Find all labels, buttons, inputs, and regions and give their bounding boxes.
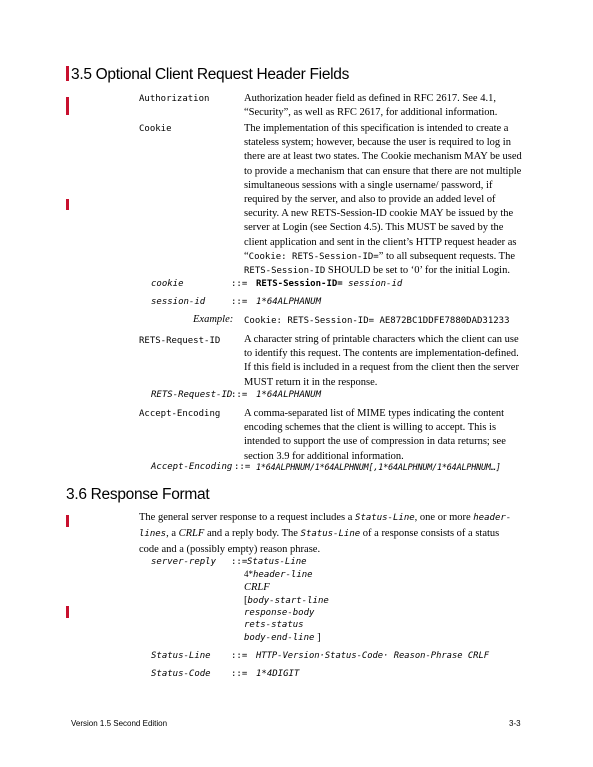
bracket: ]	[314, 632, 321, 643]
section-heading	[66, 486, 209, 504]
grammar-op: ::=	[231, 557, 248, 567]
para-code: CRLF	[178, 528, 205, 539]
repeat-prefix: 4*	[244, 569, 253, 579]
grammar-rhs: 1*64ALPHANUM	[256, 297, 322, 307]
para-text: , a	[166, 528, 179, 539]
grammar-op: ::=	[231, 651, 248, 661]
desc-text: The implementation of this specification is intended to create a stateless system; however, because the user is required to log in there are at least two states. The Cookie mechanism MAY be used to provide a mechanism that can ensure that there are not multiple simultaneous sessions with a single username/ password, if required by the server, and also to provide an added level of security. A new RETS-Session-ID cookie MAY be issued by the server at Login (see Section 4.5). This MUST be saved by the client application and sent in the client’s HTTP request header as “	[244, 123, 522, 262]
field-desc-authorization: Authorization header field as defined in RFC 2617. See 4.1, “Security”, as well as RFC 2617, for additional information.	[244, 93, 498, 119]
desc-code: Cookie: RETS-Session-ID=	[248, 251, 379, 262]
grammar-rhs	[256, 279, 402, 289]
grammar-rhs-line: rets-status	[244, 620, 304, 630]
heading-marker	[66, 66, 69, 81]
section-heading	[66, 66, 349, 84]
grammar-rhs-italic: header-line	[253, 570, 313, 580]
para-code: header-lines	[139, 513, 512, 539]
grammar-rhs-italic: body-start-line	[247, 596, 329, 606]
grammar-rhs-code: RETS-Session-ID=	[256, 279, 343, 289]
para-text: of a response consists of a status code and a (possibly empty) reason phrase.	[139, 528, 500, 555]
grammar-rhs-italic: session-id	[342, 279, 403, 289]
field-desc-request-id: A character string of printable characters which the client can use to identify this request. The contents are implementation-defined. If this field is included in a request from the client then the server MUST return it in the response.	[244, 334, 519, 388]
para-code: Status-Line	[300, 529, 361, 539]
grammar-rhs-italic: body-end-line	[244, 633, 315, 643]
grammar-lhs: cookie	[151, 279, 184, 289]
footer-page-number: 3-3	[509, 719, 521, 728]
grammar-lhs: Status-Line	[151, 651, 211, 661]
grammar-rhs-line	[244, 632, 321, 643]
change-bar	[66, 97, 69, 115]
section-title: 3.6 Response Format	[66, 486, 210, 503]
grammar-lhs: server-reply	[151, 557, 217, 567]
grammar-rhs-line	[244, 595, 329, 606]
field-term-request-id: RETS-Request-ID	[139, 336, 221, 346]
desc-code: RETS-Session-ID	[244, 266, 326, 277]
section-title: 3.5 Optional Client Request Header Fields	[71, 66, 350, 83]
para-text: , one or more	[414, 512, 474, 523]
grammar-lhs: RETS-Request-ID	[151, 390, 233, 400]
example-value: Cookie: RETS-Session-ID= AE872BC1DDFE7880DAD31233	[244, 316, 510, 326]
grammar-lhs: Status-Code	[151, 669, 211, 679]
change-bar	[66, 515, 69, 527]
footer-version: Version 1.5 Second Edition	[71, 719, 168, 728]
field-desc-accept-encoding: A comma-separated list of MIME types indicating the content encoding schemes that the client is willing to accept. This is intended to support the use of compression in data returns; see section 3.9 for additional information.	[244, 408, 506, 462]
para-text: The general server response to a request includes a	[139, 512, 356, 523]
para-text: and a reply body. The	[204, 528, 301, 539]
grammar-lhs: Accept-Encoding	[151, 462, 233, 472]
grammar-rhs: 1*64ALPHNUM/1*64ALPHNUM[,1*64ALPHNUM/1*64ALPHNUM…]	[256, 462, 501, 472]
desc-text: ” to all subsequent requests. The	[378, 250, 515, 262]
grammar-op: ::=	[234, 462, 251, 472]
grammar-rhs-line: Status-Line	[247, 557, 307, 567]
grammar-op: ::=	[231, 297, 248, 307]
grammar-op: ::=	[231, 279, 248, 289]
grammar-rhs-line	[244, 569, 313, 580]
field-term-cookie: Cookie	[139, 124, 172, 134]
grammar-lhs: session-id	[151, 297, 206, 307]
grammar-rhs: 1*4DIGIT	[256, 669, 300, 679]
field-term-accept-encoding: Accept-Encoding	[139, 409, 221, 419]
grammar-op: ::=	[231, 669, 248, 679]
bracket: [	[244, 595, 248, 606]
example-label: Example:	[193, 314, 234, 325]
desc-text: SHOULD be set to ‘0’ for the initial Login.	[325, 265, 510, 277]
field-desc-cookie	[244, 122, 526, 278]
change-bar	[66, 199, 69, 210]
grammar-rhs: HTTP-Version·Status-Code· Reason-Phrase CRLF	[256, 651, 490, 661]
change-bar	[66, 606, 69, 618]
field-term-authorization: Authorization	[139, 94, 210, 104]
grammar-rhs-line: CRLF	[244, 582, 270, 593]
response-format-paragraph	[139, 510, 519, 557]
para-code: Status-Line	[355, 513, 415, 523]
grammar-op: ::=	[231, 390, 248, 400]
grammar-rhs: 1*64ALPHANUM	[256, 390, 322, 400]
grammar-rhs-line: response-body	[244, 608, 315, 618]
